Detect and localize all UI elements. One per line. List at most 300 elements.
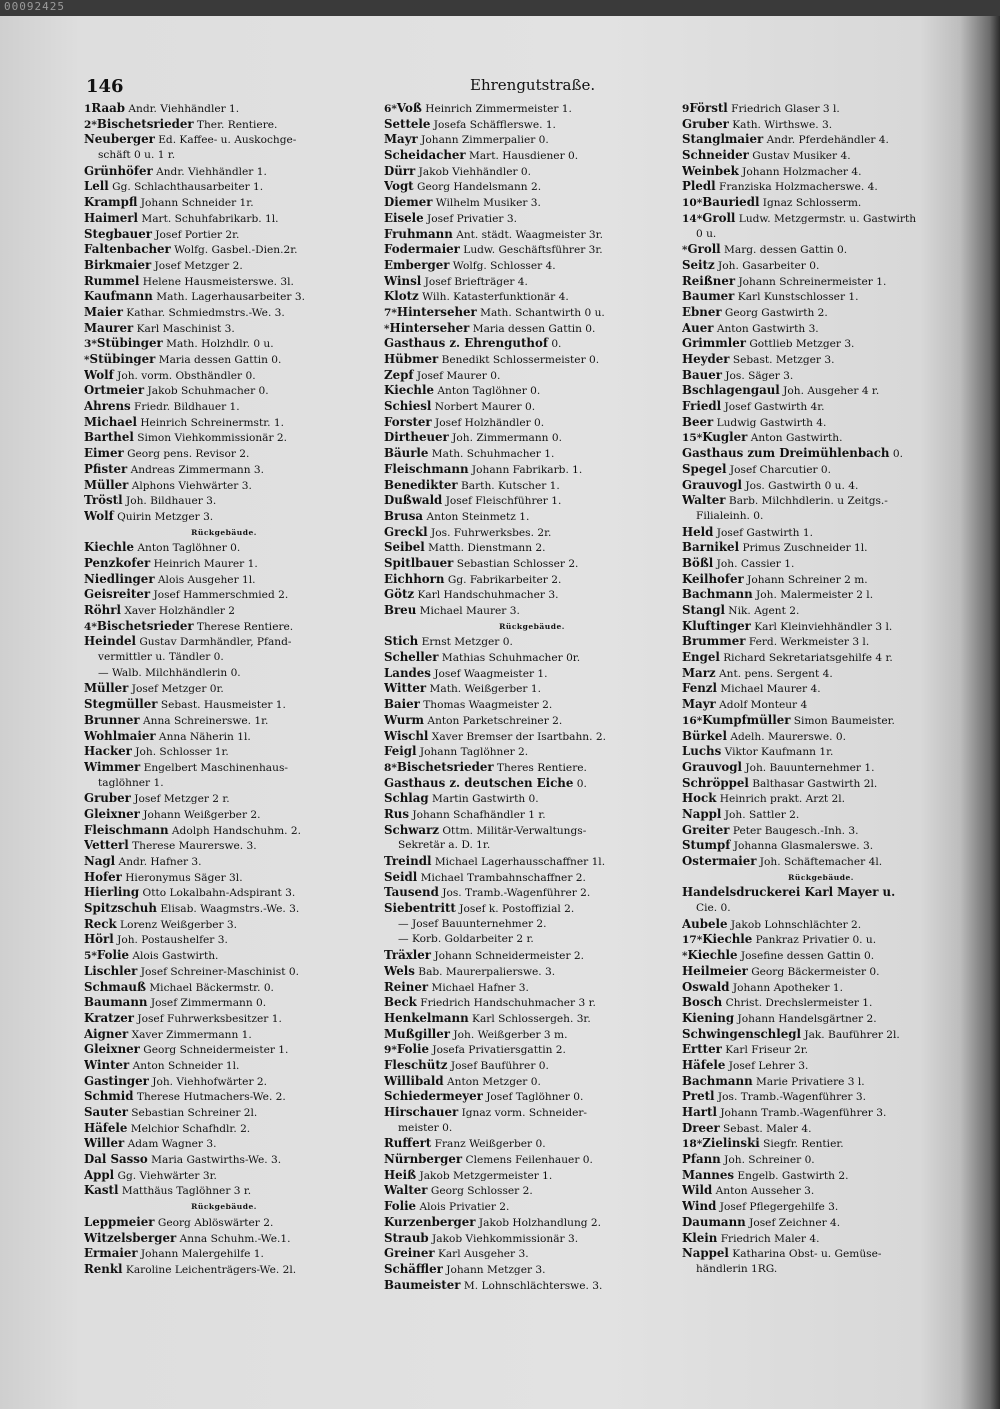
resident-surname: Appl — [84, 1167, 115, 1182]
directory-entry — [682, 1199, 960, 1215]
resident-details: Anton Ausseher 3. — [715, 1185, 815, 1198]
directory-entry — [84, 1058, 364, 1074]
resident-details: Primus Zuschneider 1l. — [742, 542, 868, 555]
resident-surname: Nappel — [682, 1246, 729, 1261]
directory-entry — [384, 148, 680, 164]
resident-surname: Spitzschuh — [84, 901, 157, 916]
resident-details: Adam Wagner 3. — [127, 1138, 217, 1151]
directory-entry — [682, 760, 960, 776]
resident-surname: Diemer — [384, 195, 433, 210]
resident-surname: Hartl — [682, 1105, 717, 1119]
resident-details: Anton Taglöhner 0. — [437, 385, 541, 398]
directory-entry — [682, 1168, 960, 1184]
resident-details: Jos. Tramb.-Wagenführer 3. — [717, 1091, 866, 1104]
resident-details: Xaver Holzhändler 2 — [124, 605, 236, 617]
directory-entry — [384, 760, 680, 776]
resident-surname: Settele — [384, 116, 431, 131]
directory-entry — [84, 681, 364, 697]
resident-surname: Folie — [396, 1042, 429, 1057]
house-number: 10* — [682, 197, 703, 210]
resident-details: Alois Ausgeher 1l. — [157, 573, 256, 586]
resident-details: Ludw. Metzgermstr. u. Gastwirth — [738, 212, 917, 225]
directory-entry — [682, 1121, 960, 1137]
resident-surname: Dürr — [384, 163, 416, 178]
resident-details: Mart. Hausdiener 0. — [469, 150, 579, 163]
resident-details: Anton Gastwirth. — [750, 432, 843, 445]
directory-entry — [682, 274, 960, 290]
directory-entry — [682, 1058, 960, 1074]
resident-details: Ottm. Militär-Verwaltungs- — [442, 824, 587, 837]
directory-entry — [384, 681, 680, 697]
resident-details: Joh. Cassier 1. — [716, 557, 795, 570]
resident-surname: Schmid — [84, 1089, 134, 1104]
resident-details: Alois Gastwirth. — [132, 950, 219, 963]
resident-surname: Eisele — [384, 210, 424, 225]
resident-details: Viktor Kaufmann 1r. — [724, 746, 834, 759]
resident-details: Therese Hutmachers-We. 2. — [136, 1091, 286, 1104]
resident-details: — Korb. Goldarbeiter 2 r. — [398, 933, 534, 946]
resident-surname: Heiß — [384, 1167, 417, 1182]
directory-entry — [682, 729, 960, 745]
directory-entry — [84, 948, 364, 964]
resident-details: Wolfg. Gasbel.-Dien.2r. — [174, 244, 298, 257]
resident-details: Gg. Fabrikarbeiter 2. — [447, 573, 562, 586]
resident-surname: Seibel — [384, 540, 425, 555]
directory-entry — [682, 446, 960, 462]
resident-surname: Pretl — [682, 1089, 715, 1104]
resident-details: Anton Metzger 0. — [446, 1075, 541, 1088]
directory-entry — [84, 227, 364, 243]
section-heading: Rückgebäude. — [499, 621, 565, 631]
resident-details: Ludwig Gastwirth 4. — [716, 416, 827, 429]
directory-entry — [682, 556, 960, 572]
resident-surname: Häfele — [84, 1120, 128, 1135]
resident-surname: Kiechle — [702, 932, 753, 947]
resident-details: Jakob Metzgermeister 1. — [419, 1169, 553, 1182]
directory-entry — [682, 854, 960, 870]
resident-surname: Kiechle — [384, 383, 434, 398]
resident-surname: Spegel — [682, 461, 727, 476]
directory-entry — [384, 462, 680, 478]
section-heading: Rückgebäude. — [191, 527, 257, 537]
directory-entry — [682, 1183, 960, 1199]
directory-entry — [84, 164, 364, 180]
directory-entry — [682, 807, 960, 823]
directory-entry — [384, 1215, 680, 1231]
resident-surname: Kaufmann — [84, 289, 153, 304]
directory-entry — [682, 619, 960, 635]
resident-surname: Faltenbacher — [84, 242, 171, 257]
entry-continuation — [84, 666, 364, 682]
resident-details: vermittler u. Tändler 0. — [98, 651, 224, 664]
resident-details: Johann Handelsgärtner 2. — [737, 1012, 877, 1025]
directory-entry — [84, 932, 364, 948]
resident-surname: Reißner — [682, 273, 736, 288]
directory-entry — [682, 462, 960, 478]
directory-entry — [384, 729, 680, 745]
resident-details: Matth. Dienstmann 2. — [428, 542, 546, 555]
resident-surname: Stübinger — [96, 336, 163, 351]
directory-entry — [682, 289, 960, 305]
directory-entry — [384, 807, 680, 823]
directory-entry — [384, 885, 680, 901]
resident-details: Joh. Bauunternehmer 1. — [745, 761, 875, 774]
resident-details: Karl Kunstschlosser 1. — [737, 291, 859, 304]
resident-details: Josefa Schäfflerswe. 1. — [433, 118, 556, 131]
resident-surname: Niedlinger — [84, 571, 155, 586]
resident-details: Josef Taglöhner 0. — [486, 1091, 584, 1104]
resident-details: Josef Gastwirth 4r. — [724, 401, 825, 414]
resident-details: Joh. Schäftemacher 4l. — [759, 856, 883, 868]
resident-surname: Renkl — [84, 1261, 123, 1276]
resident-details: Clemens Feilenhauer 0. — [465, 1154, 593, 1167]
resident-details: Balthasar Gastwirth 2l. — [752, 777, 878, 790]
directory-entry — [384, 336, 680, 352]
resident-surname: Ermaier — [84, 1246, 138, 1261]
directory-entry — [84, 211, 364, 227]
directory-entry — [682, 713, 960, 729]
directory-entry — [384, 572, 680, 588]
resident-surname: Fleschütz — [384, 1057, 448, 1072]
resident-details: Andr. Hafner 3. — [118, 856, 202, 868]
resident-details: Ignaz vorm. Schneider- — [461, 1107, 588, 1119]
resident-details: Jos. Säger 3. — [725, 369, 794, 382]
directory-entry — [84, 352, 364, 368]
resident-details: Sebast. Maler 4. — [723, 1122, 812, 1135]
resident-details: Jos. Tramb.-Wagenführer 2. — [442, 887, 591, 900]
resident-details: Joh. Schreiner 0. — [724, 1154, 815, 1167]
directory-entry — [84, 1215, 364, 1231]
resident-surname: Winter — [84, 1057, 130, 1072]
resident-details: Andr. Pferdehändler 4. — [766, 134, 889, 147]
directory-entry — [384, 587, 680, 603]
directory-entry — [384, 525, 680, 541]
resident-details: Georg Schneidermeister 1. — [143, 1044, 289, 1057]
resident-details: Engelbert Maschinenhaus- — [143, 761, 288, 774]
resident-surname: Voß — [396, 101, 422, 115]
directory-entry — [384, 368, 680, 384]
resident-details: Adolph Handschuhm. 2. — [171, 824, 301, 837]
resident-surname: Schröppel — [682, 775, 749, 790]
resident-details: Heinrich Schreinermstr. 1. — [140, 416, 284, 429]
resident-surname: Bauer — [682, 367, 722, 382]
house-number: * — [84, 354, 90, 366]
resident-details: Barth. Kutscher 1. — [461, 479, 560, 492]
resident-surname: Hierling — [84, 885, 140, 900]
resident-details: Karl Handschuhmacher 3. — [417, 589, 559, 602]
directory-entry — [682, 964, 960, 980]
resident-details: Johann Metzger 3. — [446, 1263, 546, 1276]
entry-continuation — [682, 227, 960, 243]
directory-entry — [84, 321, 364, 337]
resident-surname: Beck — [384, 995, 417, 1010]
resident-surname: Bößl — [682, 555, 714, 570]
directory-entry — [84, 446, 364, 462]
resident-surname: Greiter — [682, 822, 730, 837]
resident-surname: Seidl — [384, 869, 418, 884]
directory-entry — [384, 493, 680, 509]
resident-surname: Oswald — [682, 979, 730, 994]
resident-details: Gottlieb Metzger 3. — [749, 338, 855, 351]
directory-entry — [84, 258, 364, 274]
directory-entry — [84, 556, 364, 572]
resident-surname: Feigl — [384, 744, 417, 759]
directory-entry — [682, 321, 960, 337]
resident-surname: Kurzenberger — [384, 1214, 476, 1229]
resident-surname: Ahrens — [84, 399, 131, 414]
directory-entry — [682, 399, 960, 415]
house-number: 8* — [384, 761, 397, 774]
directory-entry — [682, 383, 960, 399]
directory-entry — [384, 211, 680, 227]
resident-details: Friedrich Maler 4. — [720, 1232, 820, 1245]
directory-entry — [84, 101, 364, 117]
resident-details: Cie. 0. — [696, 902, 731, 915]
resident-surname: Schiedermeyer — [384, 1089, 483, 1104]
directory-entry — [384, 1199, 680, 1215]
resident-details: Josef k. Postoffizial 2. — [459, 903, 575, 916]
resident-surname: Heilmeier — [682, 963, 748, 978]
directory-entry — [384, 556, 680, 572]
resident-details: Gg. Viehwärter 3r. — [117, 1169, 217, 1182]
resident-surname: Rus — [384, 806, 410, 821]
resident-details: Franziska Holzmacherswe. 4. — [718, 181, 878, 194]
resident-details: Lorenz Weißgerber 3. — [120, 918, 238, 931]
directory-entry — [384, 446, 680, 462]
directory-entry — [84, 917, 364, 933]
directory-entry — [384, 1231, 680, 1247]
resident-surname: Seitz — [682, 257, 715, 272]
resident-surname: Dirtheuer — [384, 430, 449, 445]
directory-entry — [682, 948, 960, 964]
resident-surname: Kluftinger — [682, 618, 751, 633]
resident-details: Josef Waagmeister 1. — [434, 667, 548, 680]
resident-details: Josef Maurer 0. — [416, 369, 501, 382]
resident-details: Michael Maurer 3. — [419, 605, 520, 617]
house-number: 2* — [84, 118, 97, 131]
column-1 — [84, 101, 364, 1278]
resident-surname: Ebner — [682, 304, 722, 319]
resident-surname: Handelsdruckerei Karl Mayer u. — [682, 885, 896, 900]
directory-entry — [384, 305, 680, 321]
resident-details: Nik. Agent 2. — [728, 605, 800, 617]
resident-details: Heinrich prakt. Arzt 2l. — [719, 793, 846, 806]
resident-surname: Reiner — [384, 979, 429, 994]
resident-surname: Pledl — [682, 179, 716, 194]
resident-surname: Barthel — [84, 430, 134, 445]
resident-details: Therese Rentiere. — [196, 620, 294, 633]
resident-details: Alphons Viehwärter 3. — [131, 479, 252, 492]
resident-details: 0 u. — [696, 227, 717, 240]
directory-entry — [682, 650, 960, 666]
resident-details: Maria dessen Gattin 0. — [472, 322, 596, 335]
resident-details: Josef Holzhändler 0. — [435, 416, 545, 429]
directory-entry — [384, 1136, 680, 1152]
resident-details: Friedrich Glaser 3 l. — [731, 103, 840, 115]
directory-entry — [682, 1089, 960, 1105]
directory-entry — [384, 415, 680, 431]
resident-surname: Hacker — [84, 744, 132, 759]
directory-entry — [682, 242, 960, 258]
resident-surname: Förstl — [689, 101, 728, 115]
resident-surname: Greckl — [384, 524, 428, 539]
directory-entry — [682, 101, 960, 117]
resident-surname: Witter — [384, 681, 427, 696]
resident-details: Math. Schuhmacher 1. — [431, 448, 555, 461]
directory-entry — [384, 980, 680, 996]
resident-details: Theres Rentiere. — [496, 761, 587, 774]
resident-details: Kath. Wirthswe. 3. — [732, 118, 833, 131]
directory-entry — [682, 1042, 960, 1058]
resident-surname: Leppmeier — [84, 1214, 155, 1229]
resident-details: Quirin Metzger 3. — [117, 510, 214, 523]
resident-surname: Grauvogl — [682, 477, 742, 492]
resident-surname: Winsl — [384, 273, 422, 288]
resident-details: Xaver Bremser der Isartbahn. 2. — [431, 730, 606, 743]
resident-details: Adelh. Maurerswe. 0. — [730, 730, 846, 743]
directory-entry — [384, 995, 680, 1011]
resident-details: Wolfg. Schlosser 4. — [452, 259, 556, 272]
resident-surname: Pfister — [84, 461, 128, 476]
directory-entry — [682, 525, 960, 541]
house-number: 1 — [84, 103, 92, 115]
directory-entry — [384, 603, 680, 619]
resident-details: Michael Bäckermstr. 0. — [149, 981, 274, 994]
resident-details: Maria dessen Gattin 0. — [158, 354, 282, 366]
directory-entry — [682, 352, 960, 368]
resident-surname: Krampfl — [84, 195, 138, 210]
scan-header-bar — [0, 0, 1000, 16]
resident-surname: Wurm — [384, 712, 425, 727]
resident-surname: Bischetsrieder — [96, 618, 194, 633]
resident-surname: Tröstl — [84, 493, 123, 508]
directory-entry — [84, 415, 364, 431]
page-number: 146 — [86, 76, 124, 97]
resident-details: taglöhner 1. — [98, 776, 164, 789]
resident-surname: Maurer — [84, 320, 134, 335]
resident-details: Johann Schneidermeister 2. — [434, 950, 584, 963]
resident-surname: Schmauß — [84, 979, 146, 994]
resident-surname: Breu — [384, 603, 417, 617]
directory-entry — [384, 179, 680, 195]
resident-surname: Friedl — [682, 399, 722, 414]
directory-entry — [384, 1246, 680, 1262]
directory-entry — [682, 1152, 960, 1168]
resident-details: Marg. dessen Gattin 0. — [724, 244, 848, 257]
directory-entry — [384, 870, 680, 886]
resident-details: Alois Privatier 2. — [419, 1201, 510, 1214]
resident-details: Karl Kleinviehhändler 3 l. — [754, 620, 893, 633]
directory-entry — [682, 634, 960, 650]
resident-details: händlerin 1RG. — [696, 1262, 778, 1275]
house-number: 9 — [682, 103, 690, 115]
directory-entry — [84, 870, 364, 886]
resident-details: Benedikt Schlossermeister 0. — [441, 354, 600, 366]
resident-details: Jos. Fuhrwerksbes. 2r. — [431, 526, 552, 539]
resident-details: Johann Apotheker 1. — [732, 981, 843, 994]
resident-surname: Folie — [384, 1199, 417, 1214]
resident-surname: Ortmeier — [84, 383, 145, 398]
resident-details: Jak. Bauführer 2l. — [804, 1028, 900, 1041]
directory-entry — [384, 1262, 680, 1278]
entry-continuation — [384, 932, 680, 948]
house-number: 6* — [384, 103, 397, 115]
resident-surname: Folie — [96, 948, 129, 963]
resident-surname: Walter — [682, 493, 726, 508]
resident-details: Josef Bauführer 0. — [450, 1059, 549, 1072]
resident-details: Anton Taglöhner 0. — [137, 542, 241, 555]
resident-details: Anton Gastwirth 3. — [716, 322, 819, 335]
resident-surname: Baier — [384, 697, 420, 712]
resident-details: Joh. Zimmermann 0. — [452, 432, 562, 445]
resident-details: Josef Portier 2r. — [155, 228, 240, 241]
directory-entry — [84, 1042, 364, 1058]
resident-surname: Nappl — [682, 806, 722, 821]
scan-id: 00092425 — [4, 0, 65, 13]
entry-continuation — [384, 838, 680, 854]
resident-details: Georg Schlosser 2. — [430, 1185, 533, 1198]
resident-surname: Willer — [84, 1136, 125, 1151]
resident-details: Math. Lagerhausarbeiter 3. — [156, 291, 305, 304]
resident-surname: Landes — [384, 665, 431, 680]
directory-entry — [384, 964, 680, 980]
directory-entry — [384, 1105, 680, 1121]
directory-entry — [84, 195, 364, 211]
directory-entry — [84, 289, 364, 305]
directory-entry — [384, 509, 680, 525]
resident-details: Karoline Leichenträgers-We. 2l. — [125, 1263, 297, 1276]
resident-details: Johann Schafhändler 1 r. — [412, 808, 546, 821]
directory-entry — [84, 697, 364, 713]
directory-entry — [682, 211, 960, 227]
resident-details: Simon Viehkommissionär 2. — [137, 432, 288, 445]
directory-entry — [682, 478, 960, 494]
resident-surname: Engel — [682, 650, 720, 665]
resident-surname: Kiechle — [84, 540, 134, 555]
resident-surname: Keilhofer — [682, 571, 744, 586]
resident-surname: Kastl — [84, 1183, 119, 1198]
resident-surname: Kiechle — [687, 948, 738, 963]
resident-surname: Baumann — [84, 995, 148, 1010]
resident-surname: Maier — [84, 304, 123, 319]
directory-entry — [84, 729, 364, 745]
directory-entry — [682, 1231, 960, 1247]
directory-entry — [84, 1136, 364, 1152]
resident-details: Ludw. Geschäftsführer 3r. — [463, 244, 603, 257]
resident-details: Michael Hafner 3. — [431, 981, 529, 994]
resident-surname: Schwarz — [384, 822, 439, 837]
house-number: 18* — [682, 1138, 703, 1151]
resident-surname: Brummer — [682, 634, 746, 649]
resident-surname: Tausend — [384, 885, 439, 900]
directory-entry — [682, 666, 960, 682]
resident-details: Adolf Monteur 4 — [719, 699, 808, 712]
resident-surname: Kumpfmüller — [702, 712, 791, 727]
directory-entry — [682, 430, 960, 446]
directory-entry — [384, 274, 680, 290]
resident-details: Peter Baugesch.-Inh. 3. — [732, 824, 859, 837]
resident-details: Jakob Schuhmacher 0. — [147, 385, 269, 398]
directory-entry — [682, 917, 960, 933]
resident-surname: Birkmaier — [84, 257, 152, 272]
directory-entry — [682, 258, 960, 274]
resident-details: Johann Schneider 1r. — [140, 197, 254, 210]
resident-details: Marie Privatiere 3 l. — [756, 1075, 865, 1088]
resident-details: 0. — [551, 338, 562, 351]
directory-entry — [682, 1074, 960, 1090]
resident-surname: Baumeister — [384, 1277, 461, 1292]
resident-surname: Bachmann — [682, 1073, 753, 1088]
